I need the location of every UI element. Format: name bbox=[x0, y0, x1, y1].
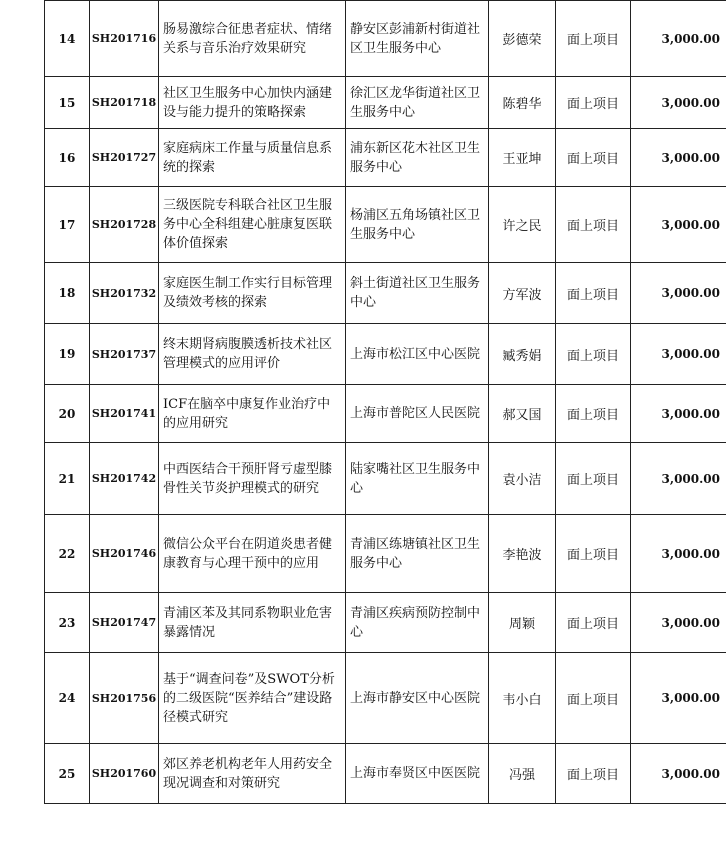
table-row bbox=[45, 653, 726, 744]
project-code: SH201737 bbox=[90, 324, 159, 385]
funding-amount: 3,000.00 bbox=[631, 385, 726, 443]
project-title: 家庭医生制工作实行目标管理及绩效考核的探索 bbox=[159, 263, 346, 324]
funding-amount: 3,000.00 bbox=[631, 653, 726, 744]
principal-investigator: 方军波 bbox=[489, 263, 556, 324]
principal-investigator: 周颖 bbox=[489, 593, 556, 653]
funding-amount: 3,000.00 bbox=[631, 443, 726, 515]
funding-amount: 3,000.00 bbox=[631, 129, 726, 187]
principal-investigator: 李艳波 bbox=[489, 515, 556, 593]
project-type: 面上项目 bbox=[556, 324, 631, 385]
institution: 斜土街道社区卫生服务中心 bbox=[346, 263, 489, 324]
table-row bbox=[45, 385, 726, 443]
table-row bbox=[45, 263, 726, 324]
institution: 上海市静安区中心医院 bbox=[346, 653, 489, 744]
project-type: 面上项目 bbox=[556, 77, 631, 129]
row-number: 16 bbox=[45, 129, 90, 187]
project-title: 青浦区苯及其同系物职业危害暴露情况 bbox=[159, 593, 346, 653]
funding-amount: 3,000.00 bbox=[631, 593, 726, 653]
row-number: 23 bbox=[45, 593, 90, 653]
table-row bbox=[45, 593, 726, 653]
row-number: 25 bbox=[45, 744, 90, 804]
table-row bbox=[45, 324, 726, 385]
principal-investigator: 袁小洁 bbox=[489, 443, 556, 515]
project-title: 中西医结合干预肝肾亏虚型膝骨性关节炎护理模式的研究 bbox=[159, 443, 346, 515]
institution: 上海市普陀区人民医院 bbox=[346, 385, 489, 443]
principal-investigator: 陈碧华 bbox=[489, 77, 556, 129]
row-number: 17 bbox=[45, 187, 90, 263]
project-code: SH201756 bbox=[90, 653, 159, 744]
project-code: SH201728 bbox=[90, 187, 159, 263]
project-type: 面上项目 bbox=[556, 653, 631, 744]
row-number: 14 bbox=[45, 1, 90, 77]
row-number: 19 bbox=[45, 324, 90, 385]
project-type: 面上项目 bbox=[556, 1, 631, 77]
project-title: 肠易激综合征患者症状、情绪关系与音乐治疗效果研究 bbox=[159, 1, 346, 77]
project-title: 郊区养老机构老年人用药安全现况调查和对策研究 bbox=[159, 744, 346, 804]
principal-investigator: 臧秀娟 bbox=[489, 324, 556, 385]
funding-amount: 3,000.00 bbox=[631, 324, 726, 385]
institution: 徐汇区龙华街道社区卫生服务中心 bbox=[346, 77, 489, 129]
project-type: 面上项目 bbox=[556, 443, 631, 515]
institution: 杨浦区五角场镇社区卫生服务中心 bbox=[346, 187, 489, 263]
institution: 青浦区练塘镇社区卫生服务中心 bbox=[346, 515, 489, 593]
row-number: 22 bbox=[45, 515, 90, 593]
principal-investigator: 冯强 bbox=[489, 744, 556, 804]
funding-amount: 3,000.00 bbox=[631, 263, 726, 324]
institution: 青浦区疾病预防控制中心 bbox=[346, 593, 489, 653]
row-number: 20 bbox=[45, 385, 90, 443]
funding-amount: 3,000.00 bbox=[631, 1, 726, 77]
table-row bbox=[45, 1, 726, 77]
row-number: 21 bbox=[45, 443, 90, 515]
principal-investigator: 王亚坤 bbox=[489, 129, 556, 187]
institution: 上海市奉贤区中医医院 bbox=[346, 744, 489, 804]
project-code: SH201716 bbox=[90, 1, 159, 77]
project-type: 面上项目 bbox=[556, 263, 631, 324]
principal-investigator: 彭德荣 bbox=[489, 1, 556, 77]
project-table bbox=[44, 0, 726, 804]
table-row bbox=[45, 443, 726, 515]
project-code: SH201732 bbox=[90, 263, 159, 324]
project-title: 社区卫生服务中心加快内涵建设与能力提升的策略探索 bbox=[159, 77, 346, 129]
funding-amount: 3,000.00 bbox=[631, 77, 726, 129]
project-type: 面上项目 bbox=[556, 385, 631, 443]
project-code: SH201741 bbox=[90, 385, 159, 443]
project-title: 基于“调查问卷”及SWOT分析的二级医院“医养结合”建设路径模式研究 bbox=[159, 653, 346, 744]
project-code: SH201747 bbox=[90, 593, 159, 653]
institution: 静安区彭浦新村街道社区卫生服务中心 bbox=[346, 1, 489, 77]
institution: 上海市松江区中心医院 bbox=[346, 324, 489, 385]
project-title: 家庭病床工作量与质量信息系统的探索 bbox=[159, 129, 346, 187]
principal-investigator: 韦小白 bbox=[489, 653, 556, 744]
funding-amount: 3,000.00 bbox=[631, 744, 726, 804]
principal-investigator: 许之民 bbox=[489, 187, 556, 263]
project-type: 面上项目 bbox=[556, 593, 631, 653]
project-title: ICF在脑卒中康复作业治疗中的应用研究 bbox=[159, 385, 346, 443]
table-row bbox=[45, 187, 726, 263]
project-title: 终末期肾病腹膜透析技术社区管理模式的应用评价 bbox=[159, 324, 346, 385]
project-title: 三级医院专科联合社区卫生服务中心全科组建心脏康复医联体价值探索 bbox=[159, 187, 346, 263]
funding-amount: 3,000.00 bbox=[631, 187, 726, 263]
row-number: 15 bbox=[45, 77, 90, 129]
row-number: 24 bbox=[45, 653, 90, 744]
table-row bbox=[45, 515, 726, 593]
principal-investigator: 郝又国 bbox=[489, 385, 556, 443]
project-code: SH201760 bbox=[90, 744, 159, 804]
project-type: 面上项目 bbox=[556, 515, 631, 593]
table-row bbox=[45, 129, 726, 187]
table-row bbox=[45, 744, 726, 804]
project-code: SH201746 bbox=[90, 515, 159, 593]
funding-amount: 3,000.00 bbox=[631, 515, 726, 593]
row-number: 18 bbox=[45, 263, 90, 324]
institution: 浦东新区花木社区卫生服务中心 bbox=[346, 129, 489, 187]
project-type: 面上项目 bbox=[556, 129, 631, 187]
project-type: 面上项目 bbox=[556, 187, 631, 263]
table-row bbox=[45, 77, 726, 129]
project-title: 微信公众平台在阴道炎患者健康教育与心理干预中的应用 bbox=[159, 515, 346, 593]
project-type: 面上项目 bbox=[556, 744, 631, 804]
institution: 陆家嘴社区卫生服务中心 bbox=[346, 443, 489, 515]
project-code: SH201727 bbox=[90, 129, 159, 187]
project-code: SH201718 bbox=[90, 77, 159, 129]
project-code: SH201742 bbox=[90, 443, 159, 515]
